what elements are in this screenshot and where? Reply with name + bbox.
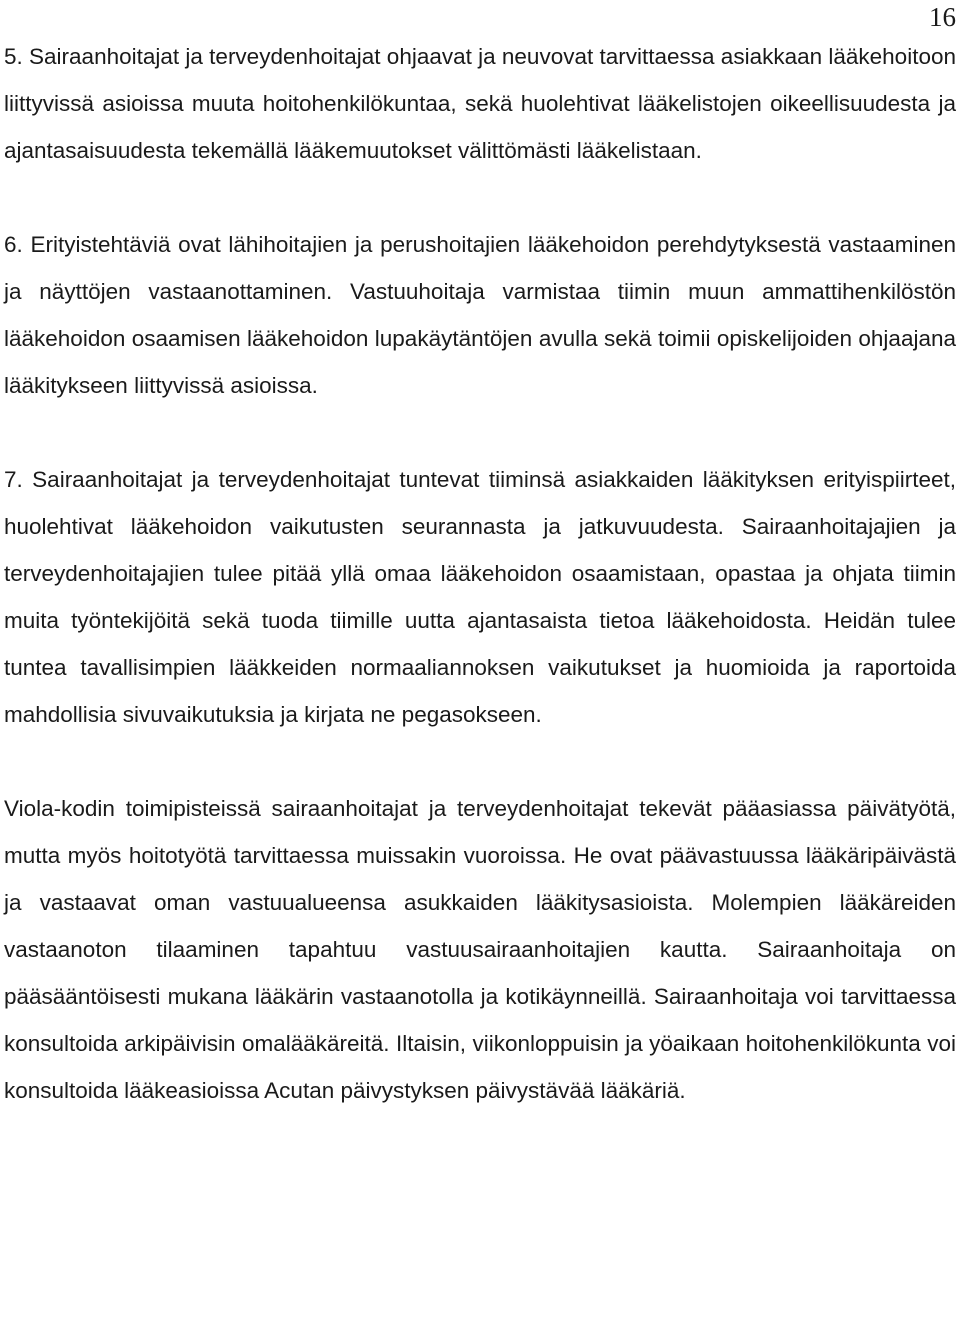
paragraph-item-6: 6. Erityistehtäviä ovat lähihoitajien ja perushoitajien lääkehoidon perehdytyksestä vastaaminen ja näyttöjen vastaanottaminen. Vastuuhoitaja varmistaa tiimin muun ammattihenkilöstön lääkehoidon osaamisen lääkehoidon lupakäytäntöjen avulla sekä toimii opiskelijoiden ohjaajana lääkitykseen liittyvissä asioissa. <box>4 232 956 398</box>
paragraph-item-7: 7. Sairaanhoitajat ja terveydenhoitajat tuntevat tiiminsä asiakkaiden lääkityksen erityispiirteet, huolehtivat lääkehoidon vaikutusten seurannasta ja jatkuvuudesta. Sairaanhoitajajien ja terveydenhoitajajien tulee pitää yllä omaa lääkehoidon osaamistaan, opastaa ja ohjata tiimin muita työntekijöitä sekä tuoda tiimille uutta ajantasaista tietoa lääkehoidosta. Heidän tulee tuntea tavallisimpien lääkkeiden normaaliannoksen vaikutukset ja huomioida ja raportoida mahdollisia sivuvaikutuksia ja kirjata ne pegasokseen. <box>4 467 956 727</box>
document-body <box>4 33 956 1114</box>
paragraph-viola-kodin: Viola-kodin toimipisteissä sairaanhoitajat ja terveydenhoitajat tekevät pääasiassa päivätyötä, mutta myös hoitotyötä tarvittaessa muissakin vuoroissa. He ovat päävastuussa lääkäripäivästä ja vastaavat oman vastuualueensa asukkaiden lääkitysasioista. Molempien lääkäreiden vastaanoton tilaaminen tapahtuu vastuusairaanhoitajien kautta. Sairaanhoitaja on pääsääntöisesti mukana lääkärin vastaanotolla ja kotikäynneillä. Sairaanhoitaja voi tarvittaessa konsultoida arkipäivisin omalääkäreitä. Iltaisin, viikonloppuisin ja yöaikaan hoitohenkilökunta voi konsultoida lääkeasioissa Acutan päivystyksen päivystävää lääkäriä. <box>4 796 956 1103</box>
page-number: 16 <box>929 2 956 32</box>
paragraph-item-5: 5. Sairaanhoitajat ja terveydenhoitajat ohjaavat ja neuvovat tarvittaessa asiakkaan lääkehoitoon liittyvissä asioissa muuta hoitohenkilökuntaa, sekä huolehtivat lääkelistojen oikeellisuudesta ja ajantasaisuudesta tekemällä lääkemuutokset välittömästi lääkelistaan. <box>4 44 956 163</box>
